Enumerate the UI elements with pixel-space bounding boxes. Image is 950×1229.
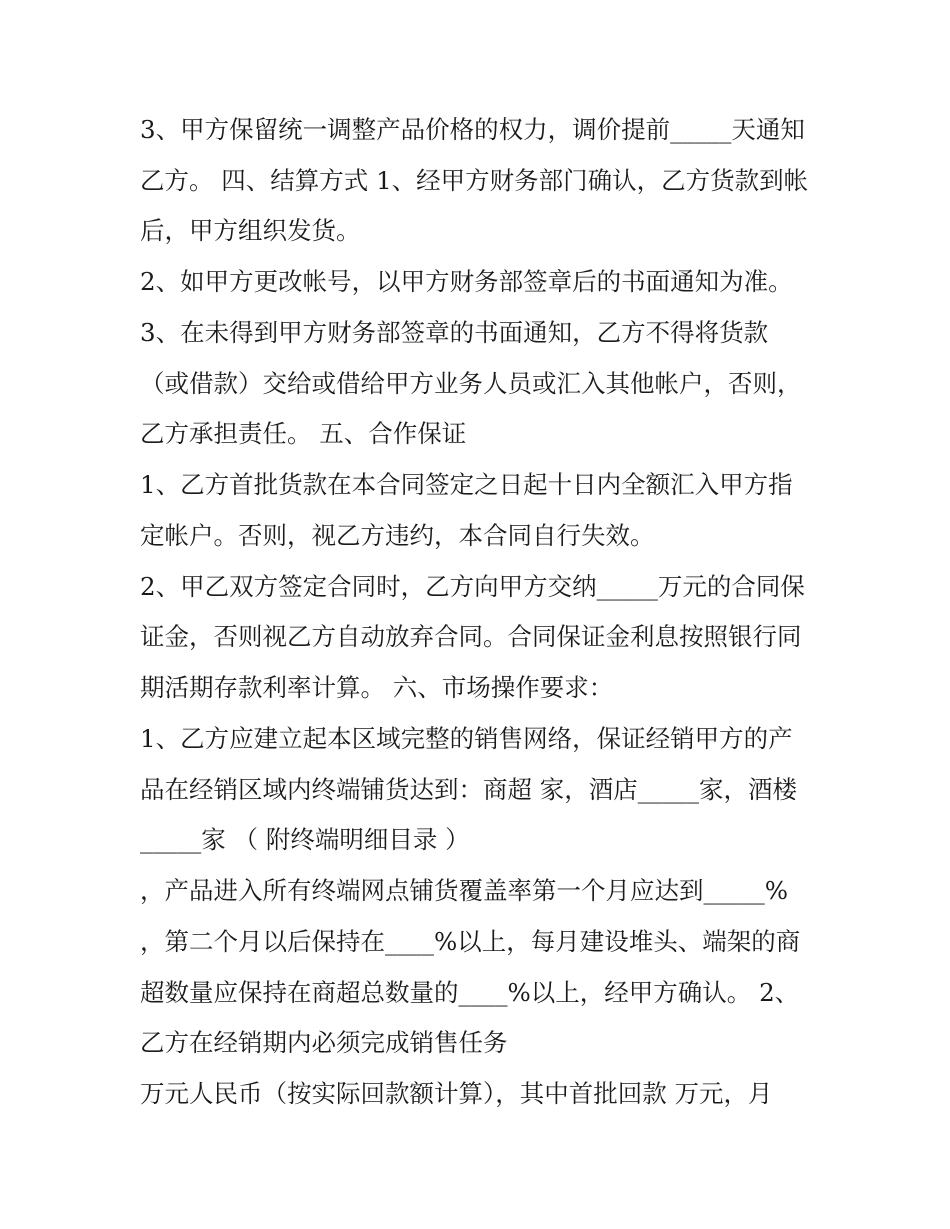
text-line: 乙方在经销期内必须完成销售任务 (140, 1028, 508, 1057)
text-line: 3、甲方保留统一调整产品价格的权力，调价提前_____天通知 (140, 115, 805, 144)
text-line: 乙方。 四、结算方式 1、经甲方财务部门确认，乙方货款到帐 (140, 166, 809, 195)
text-line: （或借款）交给或借给甲方业务人员或汇入其他帐户，否则， (140, 369, 802, 398)
text-line: ，第二个月以后保持在____%以上，每月建设堆头、端架的商 (140, 927, 801, 956)
text-line: _____家 （ 附终端明细目录 ） (140, 825, 470, 854)
text-line: 证金，否则视乙方自动放弃合同。合同保证金利息按照银行同 (140, 622, 802, 651)
text-line: 品在经销区域内终端铺货达到：商超 家，酒店_____家，酒楼 (140, 775, 798, 804)
text-line: 后，甲方组织发货。 (140, 216, 361, 245)
text-line: 2、如甲方更改帐号，以甲方财务部签章后的书面通知为准。 (140, 267, 793, 296)
text-line: 1、乙方首批货款在本合同签定之日起十日内全额汇入甲方指 (140, 470, 793, 499)
text-line: 定帐户。否则，视乙方违约，本合同自行失效。 (140, 521, 655, 550)
text-line: 1、乙方应建立起本区域完整的销售网络，保证经销甲方的产 (140, 724, 793, 753)
text-line: ，产品进入所有终端网点铺货覆盖率第一个月应达到_____% (140, 876, 789, 905)
text-line: 期活期存款利率计算。 六、市场操作要求： (140, 673, 614, 702)
text-line: 超数量应保持在商超总数量的____%以上，经甲方确认。 2、 (140, 978, 800, 1007)
text-line: 2、甲乙双方签定合同时，乙方向甲方交纳_____万元的合同保 (140, 572, 805, 601)
text-line: 乙方承担责任。 五、合作保证 (140, 419, 467, 448)
text-line: 3、在未得到甲方财务部签章的书面通知，乙方不得将货款 (140, 318, 769, 347)
text-line: 万元人民币（按实际回款额计算），其中首批回款 万元，月 (140, 1079, 773, 1108)
